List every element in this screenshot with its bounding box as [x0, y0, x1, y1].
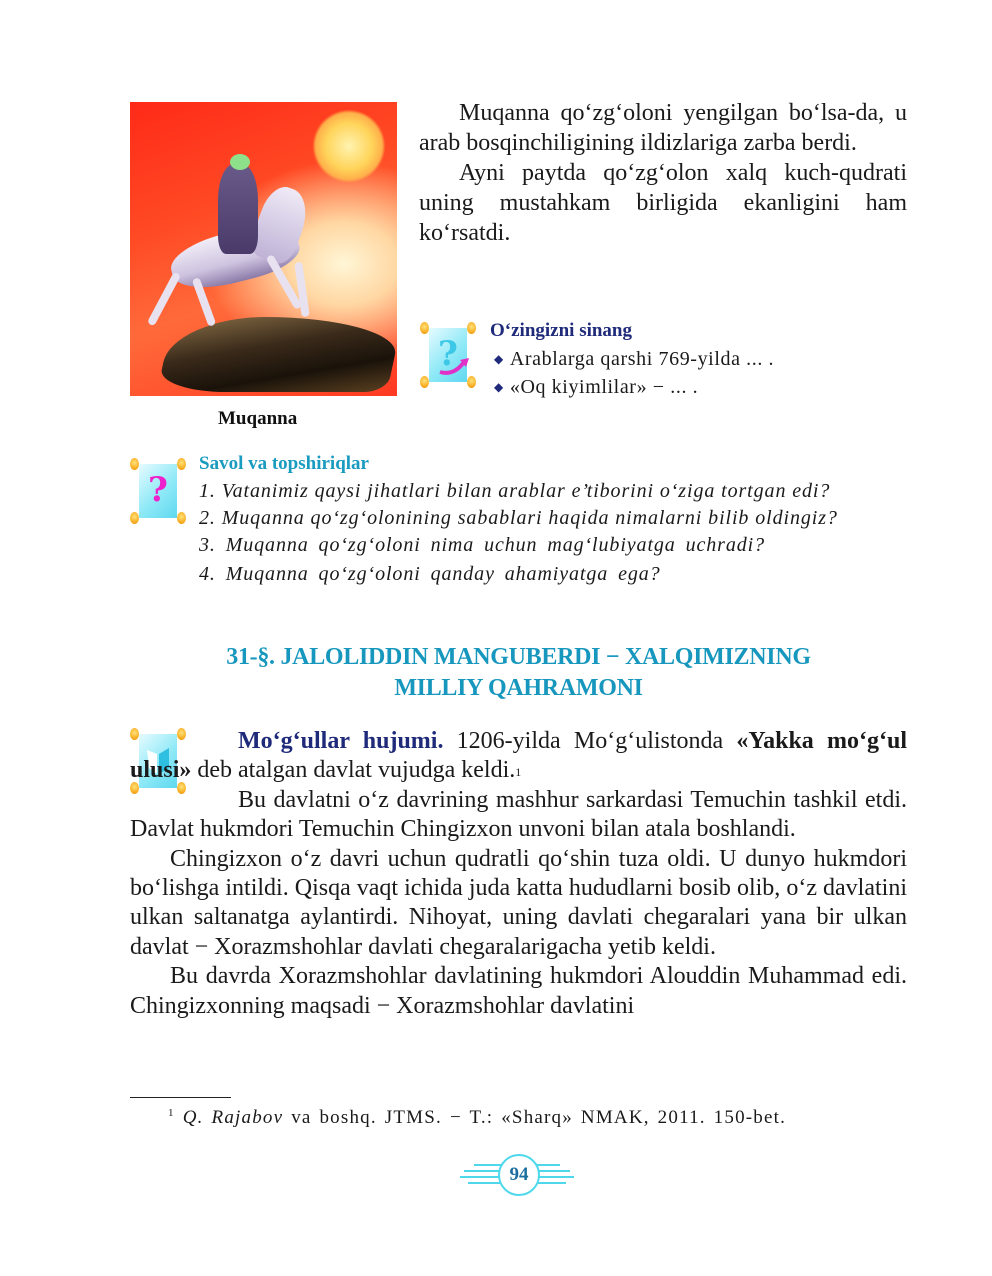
subsection-lead: Mo‘g‘ullar hujumi.: [238, 728, 444, 754]
paragraph: Chingizxon o‘z davri uchun qudratli qo‘shin tuza oldi. U dunyo hukmdori bo‘lishga intildi. Qisqa vaqt ichida juda katta hududlarni bosib olib, o‘z davlatini ulkan saltanatga aylantirdi. Nihoyat, uning davlati chegaralari yana bir ulkan davlat − Xorazmshohlar davlati chegaralarigacha yetib keldi.: [130, 845, 907, 960]
question-item: 4. Muqanna qo‘zg‘oloni qanday ahamiyatga ega?: [199, 563, 661, 585]
self-test-list: [494, 346, 774, 402]
footnote-divider: [130, 1097, 231, 1098]
self-test-item: ◆ «Oq kiyimlilar» − ... .: [494, 374, 774, 402]
illustration-caption: Muqanna: [218, 408, 298, 429]
page-number-badge: [460, 1152, 574, 1196]
section-heading-line: 31-§. JALOLIDDIN MANGUBERDI − XALQIMIZNING: [226, 644, 811, 670]
muqanna-illustration: [130, 102, 397, 396]
section-heading: [130, 642, 907, 704]
horse-leg: [147, 272, 181, 327]
self-test-title: O‘zingizni sinang: [490, 320, 632, 341]
term-bold: «Yakka mo‘g‘ul ulusi»: [130, 728, 907, 784]
footnote-marker: 1: [168, 1107, 175, 1119]
question-arrow-scroll-icon: ?: [420, 322, 476, 388]
section-heading-line: MILLIY QAHRAMONI: [394, 675, 643, 701]
paragraph: Muqanna qo‘zg‘oloni yengilgan bo‘lsa-da, u arab bosqinchiligining ildizlariga zarba berdi.: [419, 100, 907, 156]
questions-list: [199, 478, 838, 588]
curved-arrow-icon: [438, 356, 470, 376]
paragraph: Ayni paytda qo‘zg‘olon xalq kuch-qudrati uning mustahkam birligida ekanligini ham ko‘rsatdi.: [419, 160, 907, 246]
question-scroll-icon: ?: [130, 458, 186, 524]
footnote: $^1$ Q. Rajabov va boshq. JTMS. − T.: «Sharq» NMAK, 2011. 150-bet.: [168, 1107, 787, 1128]
rider-turban-shape: [230, 154, 250, 170]
paragraph: Bu davlatni o‘z davrining mashhur sarkardasi Temuchin tashkil etdi. Davlat hukmdori Temuchin Chingizxon unvoni bilan atala boshlandi.: [130, 786, 907, 843]
paragraph: Mo‘g‘ullar hujumi. 1206-yilda Mo‘g‘ulistonda «Yakka mo‘g‘ul ulusi» deb atalgan davlat vujudga keldi.$^1$: [130, 728, 907, 784]
rider-shape: [218, 164, 258, 254]
rock-shape: [157, 317, 397, 392]
section-body: [130, 727, 907, 1021]
page-number: 94: [498, 1154, 540, 1196]
footnote-author: Q. Rajabov: [182, 1107, 284, 1128]
question-item: 2. Muqanna qo‘zg‘olonining sabablari haqida nimalarni bilib oldingiz?: [199, 507, 838, 529]
intro-text: [419, 98, 907, 248]
footnote-ref: 1: [515, 765, 522, 780]
question-item: 3. Muqanna qo‘zg‘oloni nima uchun mag‘lubiyatga uchradi?: [199, 534, 766, 556]
question-item: 1. Vatanimiz qaysi jihatlari bilan arablar e’tiborini o‘ziga tortgan edi?: [199, 480, 831, 502]
questions-title: Savol va topshiriqlar: [199, 453, 369, 474]
self-test-item: ◆ Arablarga qarshi 769-yilda ... .: [494, 346, 774, 374]
paragraph: Bu davrda Xorazmshohlar davlatining hukmdori Alouddin Muhammad edi. Chingizxonning maqsadi − Xorazmshohlar davlatini: [130, 963, 907, 1019]
